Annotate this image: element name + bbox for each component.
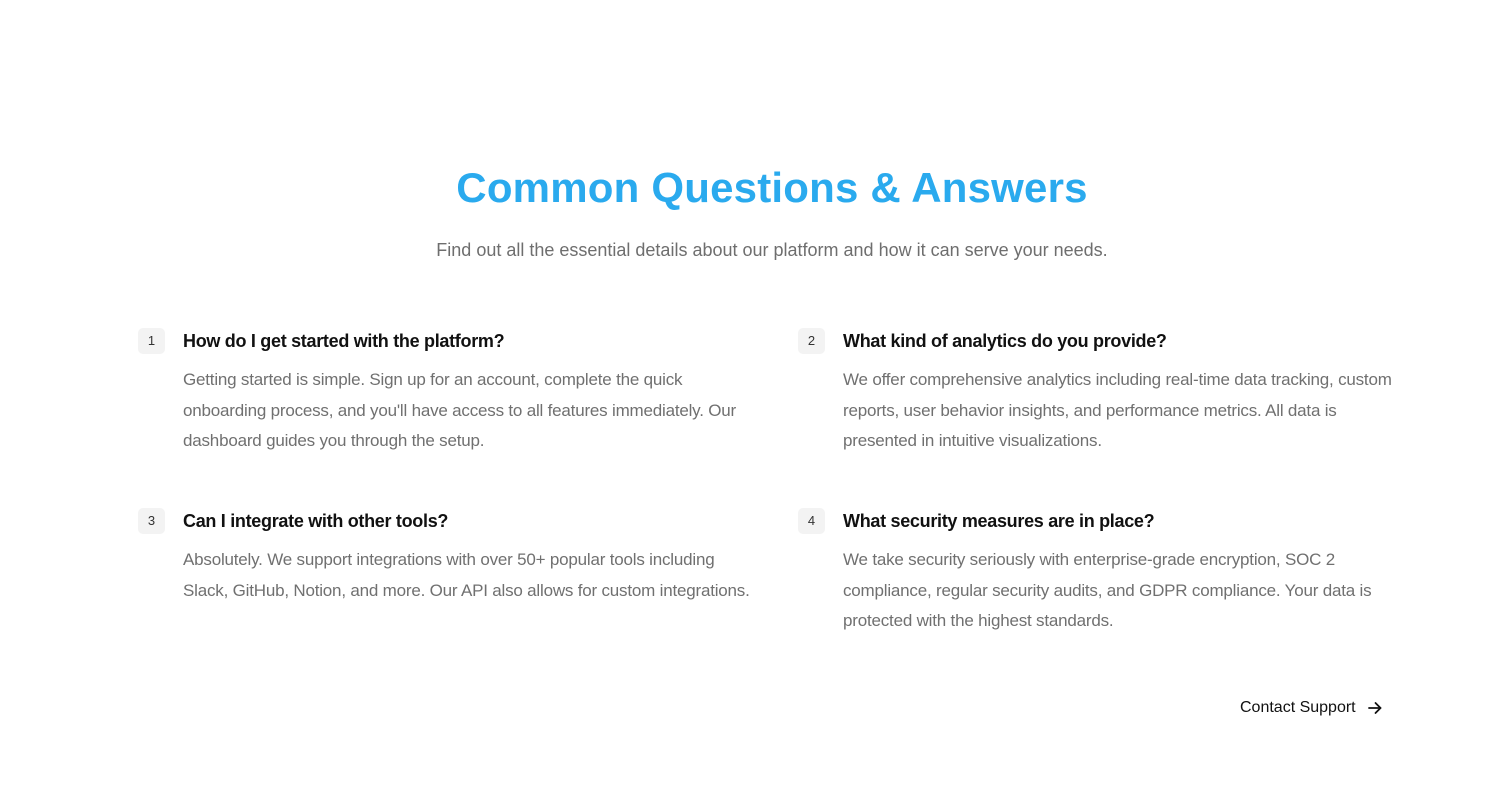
- faq-question: How do I get started with the platform?: [183, 331, 505, 351]
- faq-question: Can I integrate with other tools?: [183, 511, 449, 531]
- faq-number-badge: 3: [138, 508, 165, 534]
- faq-number-badge: 4: [798, 508, 825, 534]
- faq-answer: We take security seriously with enterprise-grade encryption, SOC 2 compliance, regular security audits, and GDPR compliance. Your data is protected with the highest standards.: [843, 550, 1372, 630]
- faq-number-badge: 1: [138, 328, 165, 354]
- faq-answer: Getting started is simple. Sign up for an account, complete the quick onboarding process, and you'll have access to all features immediately. Our dashboard guides you through the setup.: [183, 370, 737, 450]
- contact-support-link[interactable]: [1240, 694, 1384, 722]
- faq-question: What security measures are in place?: [843, 511, 1155, 531]
- faq-answer: Absolutely. We support integrations with over 50+ popular tools including Slack, GitHub, Notion, and more. Our API also allows for custom integrations.: [183, 550, 750, 600]
- faq-question: What kind of analytics do you provide?: [843, 331, 1167, 351]
- arrow-right-icon: [1366, 699, 1384, 717]
- faq-number-badge: 2: [798, 328, 825, 354]
- faq-answer: We offer comprehensive analytics including real-time data tracking, custom reports, user behavior insights, and performance metrics. All data is presented in intuitive visualizations.: [843, 370, 1392, 450]
- page-title: Common Questions & Answers: [456, 164, 1088, 211]
- contact-support-label: Contact Support: [1240, 699, 1356, 716]
- page-subtitle: Find out all the essential details about our platform and how it can serve your needs.: [436, 240, 1108, 260]
